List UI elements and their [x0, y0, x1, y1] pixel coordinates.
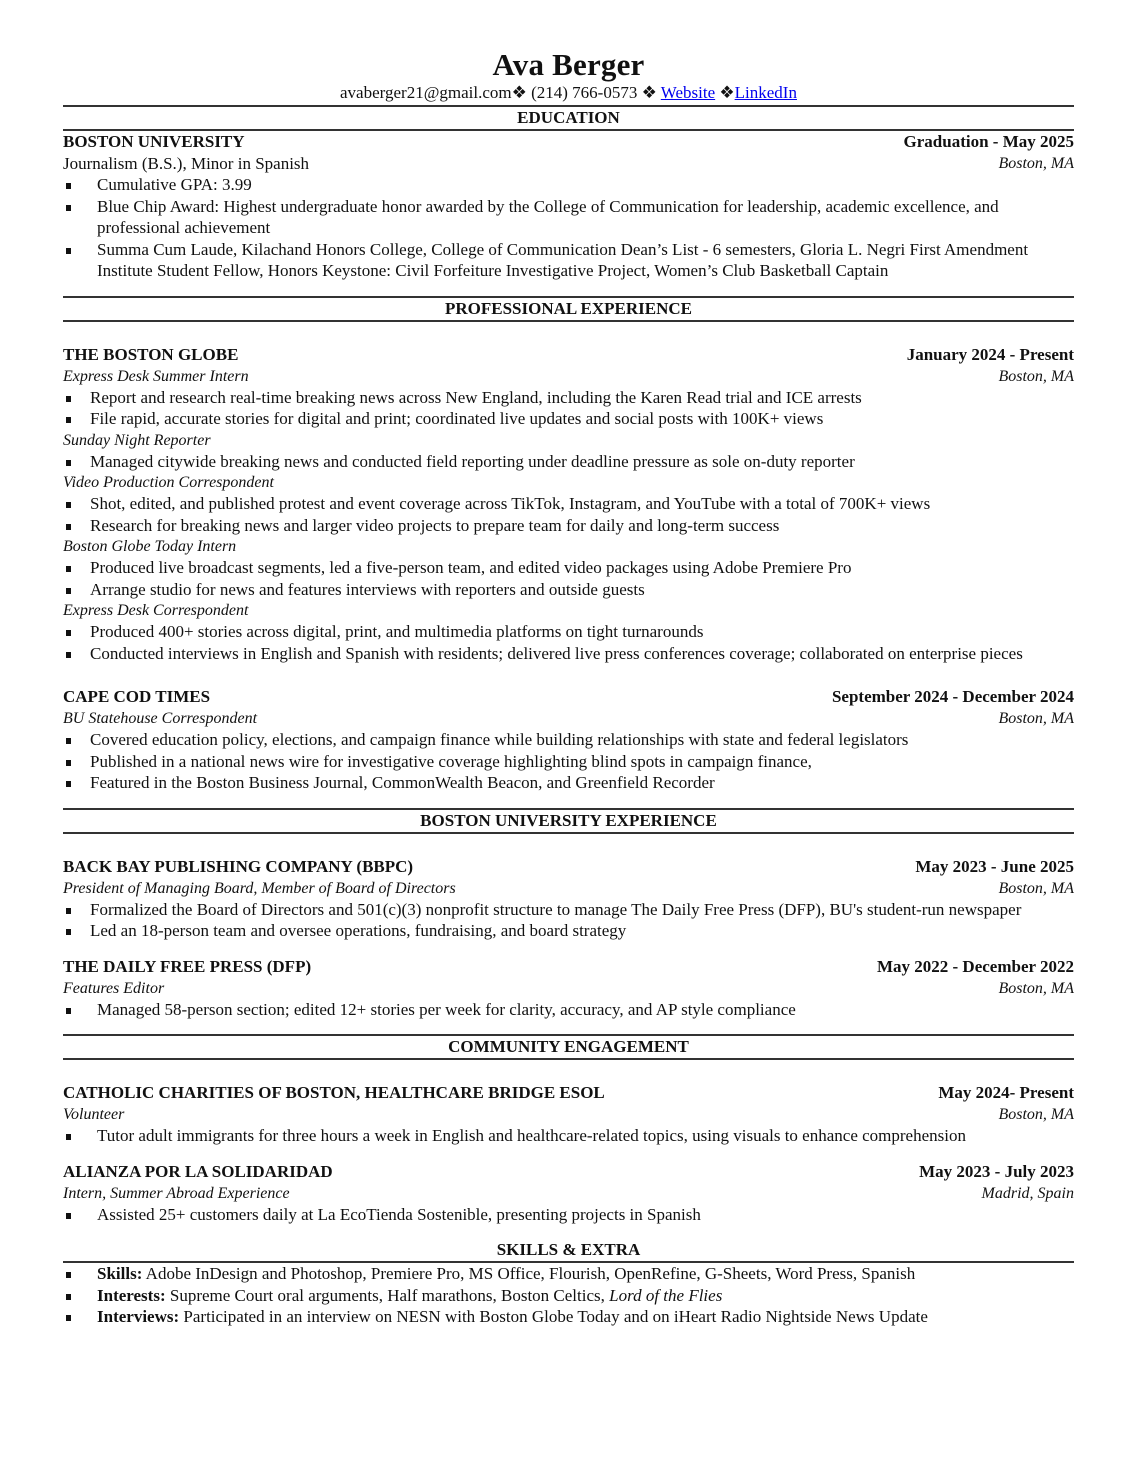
location: Boston, MA — [998, 879, 1074, 897]
separator-icon: ❖ — [719, 83, 735, 102]
role-bullets — [63, 557, 1074, 600]
list-item: Covered education policy, elections, and campaign finance while building relationships with state and federal legislators — [63, 729, 1074, 751]
skills-label: Skills: — [97, 1264, 143, 1283]
role-bullets — [63, 1125, 1074, 1147]
location: Boston, MA — [998, 155, 1074, 172]
role-title: Express Desk Summer Intern — [63, 367, 249, 385]
entry-subheader — [63, 708, 1074, 729]
entry-date: May 2023 - July 2023 — [919, 1161, 1074, 1181]
list-item: Featured in the Boston Business Journal, CommonWealth Beacon, and Greenfield Recorder — [63, 772, 1074, 794]
entry-subheader — [63, 978, 1074, 999]
resume-page — [63, 48, 1074, 1328]
entry-date: May 2023 - June 2025 — [915, 856, 1074, 876]
entry-date: May 2022 - December 2022 — [876, 956, 1074, 976]
role-bullets — [63, 999, 1074, 1021]
role-bullets — [63, 621, 1074, 664]
linkedin-link[interactable]: LinkedIn — [734, 83, 797, 102]
role-title: Volunteer — [63, 1106, 125, 1123]
entry-header — [63, 1082, 1074, 1104]
role-title: Video Production Correspondent — [63, 474, 274, 491]
list-item: Arrange studio for news and features interviews with reporters and outside guests — [63, 579, 1074, 601]
list-item: Summa Cum Laude, Kilachand Honors College, College of Communication Dean’s List - 6 semesters, Gloria L. Negri First Amendment Institute Student Fellow, Honors Keystone: Civil Forfeiture Investigative Project, Women’s Club Basketball Captain — [63, 239, 1074, 282]
skills-text: Adobe InDesign and Photoshop, Premiere Pro, MS Office, Flourish, OpenRefine, G-Sheets, Word Press, Spanish — [142, 1264, 916, 1283]
list-item: Cumulative GPA: 3.99 — [63, 174, 1074, 196]
interviews-label: Interviews: — [97, 1307, 180, 1326]
role-bullets — [63, 729, 1074, 794]
list-item: Led an 18-person team and oversee operations, fundraising, and board strategy — [63, 920, 1074, 942]
role-bullets — [63, 493, 1074, 536]
list-item: File rapid, accurate stories for digital and print; coordinated live updates and social posts with 100K+ views — [63, 408, 1074, 430]
list-item: Conducted interviews in English and Spanish with residents; delivered live press conferences coverage; collaborated on enterprise pieces — [63, 643, 1074, 665]
skills-list — [63, 1263, 1074, 1328]
list-item: Shot, edited, and published protest and event coverage across TikTok, Instagram, and YouTube with a total of 700K+ views — [63, 493, 1074, 515]
entry-header — [63, 344, 1074, 366]
location: Boston, MA — [998, 367, 1074, 385]
list-item: Managed 58-person section; edited 12+ stories per week for clarity, accuracy, and AP style compliance — [63, 999, 1074, 1021]
entry-date: May 2024- Present — [938, 1083, 1074, 1102]
org-name: BACK BAY PUBLISHING COMPANY (BBPC) — [63, 856, 414, 876]
list-item: Published in a national news wire for investigative coverage highlighting blind spots in campaign finance, — [63, 751, 1074, 773]
entry-header — [63, 686, 1074, 708]
location: Boston, MA — [998, 979, 1074, 997]
list-item — [63, 1306, 1074, 1328]
section-title-bu-experience: BOSTON UNIVERSITY EXPERIENCE — [420, 810, 717, 830]
list-item: Assisted 25+ customers daily at La EcoTienda Sostenible, presenting projects in Spanish — [63, 1204, 1074, 1226]
list-item: Produced live broadcast segments, led a five-person team, and edited video packages using Adobe Premiere Pro — [63, 557, 1074, 579]
interests-text: Supreme Court oral arguments, Half marathons, Boston Celtics, — [165, 1285, 610, 1305]
list-item: Research for breaking news and larger video projects to prepare team for daily and long-term success — [63, 515, 1074, 537]
section-title-skills: SKILLS & EXTRA — [496, 1240, 641, 1259]
education-bullets — [63, 174, 1074, 282]
entry-subheader — [63, 878, 1074, 899]
entry-header — [63, 1161, 1074, 1183]
separator-icon: ❖ — [511, 83, 527, 102]
role-title: Boston Globe Today Intern — [63, 538, 237, 555]
list-item: Produced 400+ stories across digital, print, and multimedia platforms on tight turnarounds — [63, 621, 1074, 643]
org-name: CATHOLIC CHARITIES OF BOSTON, HEALTHCARE BRIDGE ESOL — [63, 1083, 605, 1102]
entry-subheader — [63, 1183, 1074, 1204]
entry-header — [63, 131, 1074, 153]
entry-subheader — [63, 153, 1074, 174]
entry-header — [63, 956, 1074, 978]
role-title: BU Statehouse Correspondent — [63, 710, 258, 727]
contact-line — [63, 83, 1074, 103]
entry-date: January 2024 - Present — [906, 344, 1074, 364]
list-item: Tutor adult immigrants for three hours a week in English and healthcare-related topics, using visuals to enhance comprehension — [63, 1125, 1074, 1147]
role-title: Intern, Summer Abroad Experience — [63, 1184, 290, 1202]
org-name: CAPE COD TIMES — [63, 687, 211, 706]
list-item: Blue Chip Award: Highest undergraduate honor awarded by the College of Communication for leadership, academic excellence, and professional achievement — [63, 196, 1074, 239]
list-item: Managed citywide breaking news and conducted field reporting under deadline pressure as sole on-duty reporter — [63, 451, 1074, 473]
website-link[interactable]: Website — [660, 83, 716, 102]
degree: Journalism (B.S.), Minor in Spanish — [63, 154, 310, 173]
section-title-education: EDUCATION — [517, 108, 620, 127]
entry-header — [63, 856, 1074, 878]
email: avaberger21@gmail.com — [340, 83, 512, 102]
location: Boston, MA — [998, 710, 1074, 727]
candidate-name: Ava Berger — [492, 47, 645, 82]
entry-subheader — [63, 1104, 1074, 1125]
org-name: THE DAILY FREE PRESS (DFP) — [63, 956, 312, 976]
role-title: Express Desk Correspondent — [63, 602, 249, 619]
phone: (214) 766-0573 — [531, 83, 638, 102]
list-item — [63, 1263, 1074, 1285]
location: Boston, MA — [998, 1106, 1074, 1123]
entry-date: September 2024 - December 2024 — [831, 687, 1074, 706]
interests-italic: Lord of the Flies — [609, 1285, 723, 1305]
role-bullets — [63, 899, 1074, 942]
interviews-text: Participated in an interview on NESN with Boston Globe Today and on iHeart Radio Nightside News Update — [179, 1307, 928, 1326]
list-item: Report and research real-time breaking news across New England, including the Karen Read trial and ICE arrests — [63, 387, 1074, 409]
role-title: President of Managing Board, Member of Board of Directors — [63, 879, 456, 897]
separator-icon: ❖ — [641, 83, 657, 102]
org-name: ALIANZA POR LA SOLIDARIDAD — [63, 1161, 333, 1181]
location: Madrid, Spain — [981, 1184, 1074, 1202]
role-bullets — [63, 1204, 1074, 1226]
entry-date: Graduation - May 2025 — [903, 132, 1074, 151]
role-bullets — [63, 451, 1074, 473]
section-title-community: COMMUNITY ENGAGEMENT — [448, 1037, 689, 1056]
entry-subheader — [63, 366, 1074, 387]
org-name: THE BOSTON GLOBE — [63, 344, 239, 364]
section-title-professional: PROFESSIONAL EXPERIENCE — [444, 298, 693, 318]
interests-label: Interests: — [97, 1285, 166, 1305]
list-item — [63, 1285, 1074, 1307]
role-title: Sunday Night Reporter — [63, 431, 211, 449]
org-name: BOSTON UNIVERSITY — [63, 132, 245, 151]
list-item: Formalized the Board of Directors and 501(c)(3) nonprofit structure to manage The Daily Free Press (DFP), BU's student-run newspaper — [63, 899, 1074, 921]
role-title: Features Editor — [63, 979, 165, 997]
role-bullets — [63, 387, 1074, 430]
